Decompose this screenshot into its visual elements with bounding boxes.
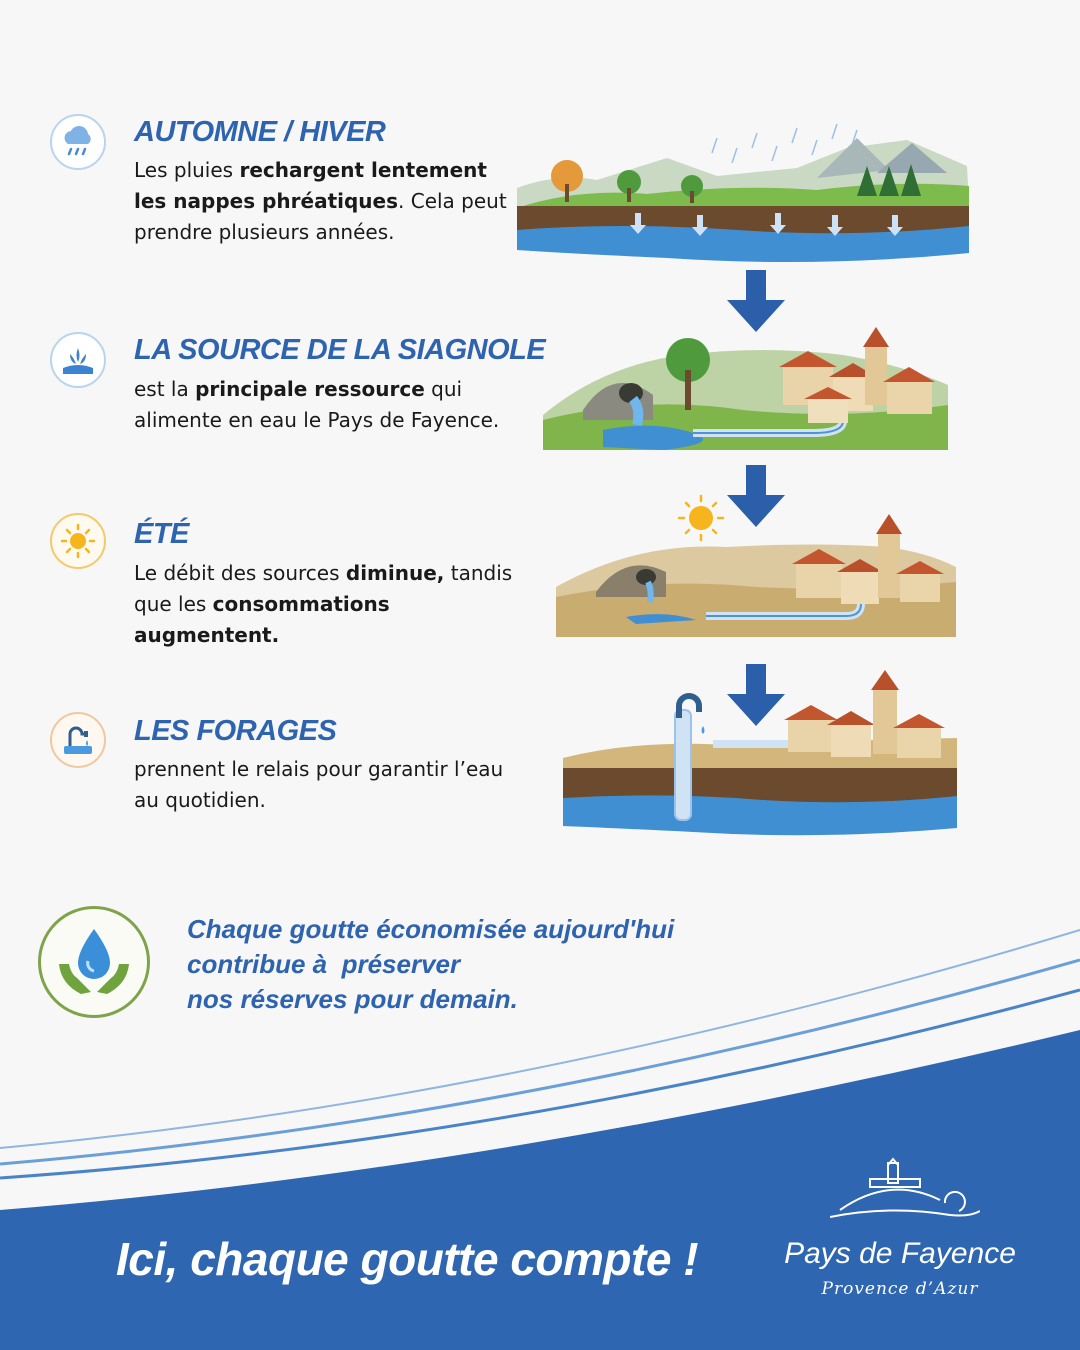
village-on-hill-icon bbox=[830, 1155, 980, 1230]
section-title: LA SOURCE DE LA SIAGNOLE bbox=[134, 334, 546, 366]
emphasis-text: consommations augmentent. bbox=[134, 592, 390, 647]
quote-line: nos réserves pour demain. bbox=[187, 984, 518, 1014]
section-title: AUTOMNE / HIVER bbox=[134, 116, 386, 148]
section-title: ÉTÉ bbox=[134, 518, 189, 550]
body-text: est la bbox=[134, 377, 196, 401]
body-text: prennent le relais pour garantir l’eau au quotidien. bbox=[134, 757, 504, 812]
pays-de-fayence-logo bbox=[780, 1155, 1020, 1315]
dry-summer-illustration bbox=[556, 492, 956, 642]
body-text: Le débit des sources bbox=[134, 561, 346, 585]
section-title: LES FORAGES bbox=[134, 715, 337, 747]
rain-groundwater-illustration bbox=[517, 118, 969, 263]
body-text: Les pluies bbox=[134, 158, 240, 182]
body-text: tandis que les bbox=[134, 561, 513, 616]
emphasis-text: principale ressource bbox=[195, 377, 425, 401]
sun-icon bbox=[50, 513, 106, 569]
water-spring-icon bbox=[50, 332, 106, 388]
quote-line: Chaque goutte économisée aujourd'hui bbox=[187, 914, 675, 944]
borehole-illustration bbox=[563, 668, 957, 836]
water-tap-icon bbox=[50, 712, 106, 768]
body-text: qui alimente en eau le Pays de Fayence. bbox=[134, 377, 500, 432]
logo-tagline: Provence d’Azur bbox=[821, 1279, 979, 1299]
emphasis-text: rechargent lentement les nappes phréatiques bbox=[134, 158, 487, 213]
spring-village-illustration bbox=[543, 325, 948, 455]
logo-name: Pays de Fayence bbox=[784, 1237, 1016, 1270]
section-description bbox=[134, 155, 514, 248]
emphasis-text: diminue, bbox=[345, 561, 445, 585]
rain-cloud-icon bbox=[50, 114, 106, 170]
footer-slogan: Ici, chaque goutte compte ! bbox=[116, 1233, 699, 1285]
section-description bbox=[134, 754, 514, 816]
section-description bbox=[134, 374, 514, 436]
quote-line: contribue à préserver bbox=[187, 949, 461, 979]
down-arrow-icon bbox=[727, 270, 785, 332]
section-description bbox=[134, 558, 514, 651]
body-text: . Cela peut prendre plusieurs années. bbox=[134, 189, 507, 244]
